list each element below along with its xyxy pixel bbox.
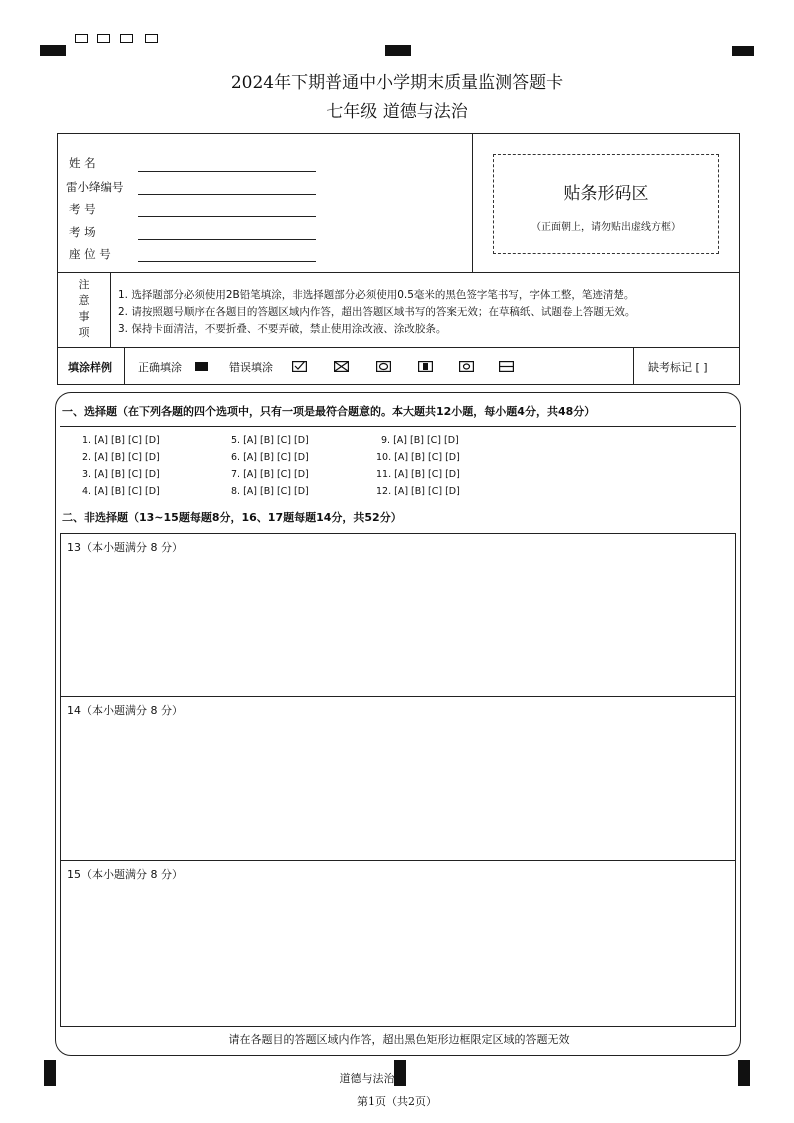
page-subtitle: 七年级 道德与法治 <box>326 102 468 122</box>
mcq-item[interactable]: 9. [A] [B] [C] [D] <box>381 435 459 446</box>
wrong-fill-label: 错误填涂 <box>229 361 273 374</box>
wrong-dot-mark <box>459 361 474 372</box>
question-13-box[interactable] <box>60 533 736 697</box>
field-label-id: 雷小绛编号 <box>66 180 124 194</box>
registration-mark <box>385 45 411 56</box>
field-label-room: 考 场 <box>69 225 96 239</box>
answer-area <box>55 392 741 1056</box>
barcode-title: 贴条形码区 <box>563 184 649 204</box>
code-box <box>75 34 88 43</box>
mcq-item[interactable]: 4. [A] [B] [C] [D] <box>82 486 160 497</box>
mcq-item[interactable]: 7. [A] [B] [C] [D] <box>231 469 309 480</box>
mcq-item[interactable]: 12. [A] [B] [C] [D] <box>376 486 460 497</box>
mcq-item[interactable]: 8. [A] [B] [C] [D] <box>231 486 309 497</box>
barcode-note: （正面朝上，请勿贴出虚线方框） <box>531 222 681 233</box>
wrong-check-mark <box>292 361 307 372</box>
section1-heading: 一、选择题（在下列各题的四个选项中，只有一项是最符合题意的。本大题共12小题，每小题4分，共48分） <box>62 405 596 418</box>
note-item: 1. 选择题部分必须使用2B铅笔填涂，非选择题部分必须使用0.5毫米的黑色签字笔书写，字体工整，笔迹清楚。 <box>118 289 635 301</box>
code-box <box>97 34 110 43</box>
answer-area-footer: 请在各题目的答题区域内作答，超出黑色矩形边框限定区域的答题无效 <box>228 1033 570 1046</box>
registration-mark <box>732 46 754 56</box>
notes-heading: 注 意 事 项 <box>78 278 90 339</box>
mcq-item[interactable]: 11. [A] [B] [C] [D] <box>376 469 460 480</box>
registration-mark <box>40 45 66 56</box>
mcq-item[interactable]: 6. [A] [B] [C] [D] <box>231 452 309 463</box>
exam-no-field[interactable] <box>138 216 316 217</box>
seat-field[interactable] <box>138 261 316 262</box>
wrong-line-mark <box>499 361 514 372</box>
barcode-area <box>493 154 719 254</box>
question-15-label: 15（本小题满分 8 分） <box>67 868 183 881</box>
absent-mark[interactable]: 缺考标记 [ ] <box>648 361 708 374</box>
field-label-seat: 座 位 号 <box>69 247 111 261</box>
wrong-half-mark <box>418 361 433 372</box>
correct-fill-label: 正确填涂 <box>138 361 182 374</box>
question-14-label: 14（本小题满分 8 分） <box>67 704 183 717</box>
question-14-box[interactable] <box>60 696 736 861</box>
question-13-label: 13（本小题满分 8 分） <box>67 541 183 554</box>
fill-example-label: 填涂样例 <box>68 361 112 374</box>
mcq-item[interactable]: 10. [A] [B] [C] [D] <box>376 452 460 463</box>
mcq-item[interactable]: 1. [A] [B] [C] [D] <box>82 435 160 446</box>
room-field[interactable] <box>138 239 316 240</box>
note-item: 3. 保持卡面清洁，不要折叠、不要弄破，禁止使用涂改液、涂改胶条。 <box>118 323 447 335</box>
footer-subject: 道德与法治 <box>339 1072 395 1085</box>
correct-fill-mark <box>195 362 208 371</box>
section2-heading: 二、非选择题（13~15题每题8分，16、17题每题14分，共52分） <box>62 511 402 524</box>
wrong-cross-mark <box>334 361 349 372</box>
page-number: 第1页（共2页） <box>357 1095 437 1108</box>
mcq-item[interactable]: 5. [A] [B] [C] [D] <box>231 435 309 446</box>
page-title: 2024年下期普通中小学期末质量监测答题卡 <box>230 73 564 93</box>
field-label-exam-no: 考 号 <box>69 202 96 216</box>
code-box <box>120 34 133 43</box>
name-field[interactable] <box>138 171 316 172</box>
question-15-box[interactable] <box>60 860 736 1027</box>
id-field[interactable] <box>138 194 316 195</box>
field-label-name: 姓 名 <box>69 156 96 170</box>
code-box <box>145 34 158 43</box>
info-frame <box>57 133 740 385</box>
mcq-item[interactable]: 3. [A] [B] [C] [D] <box>82 469 160 480</box>
wrong-circle-mark <box>376 361 391 372</box>
mcq-item[interactable]: 2. [A] [B] [C] [D] <box>82 452 160 463</box>
note-item: 2. 请按照题号顺序在各题目的答题区域内作答，超出答题区域书写的答案无效；在草稿纸、试题卷上答题无效。 <box>118 306 636 318</box>
